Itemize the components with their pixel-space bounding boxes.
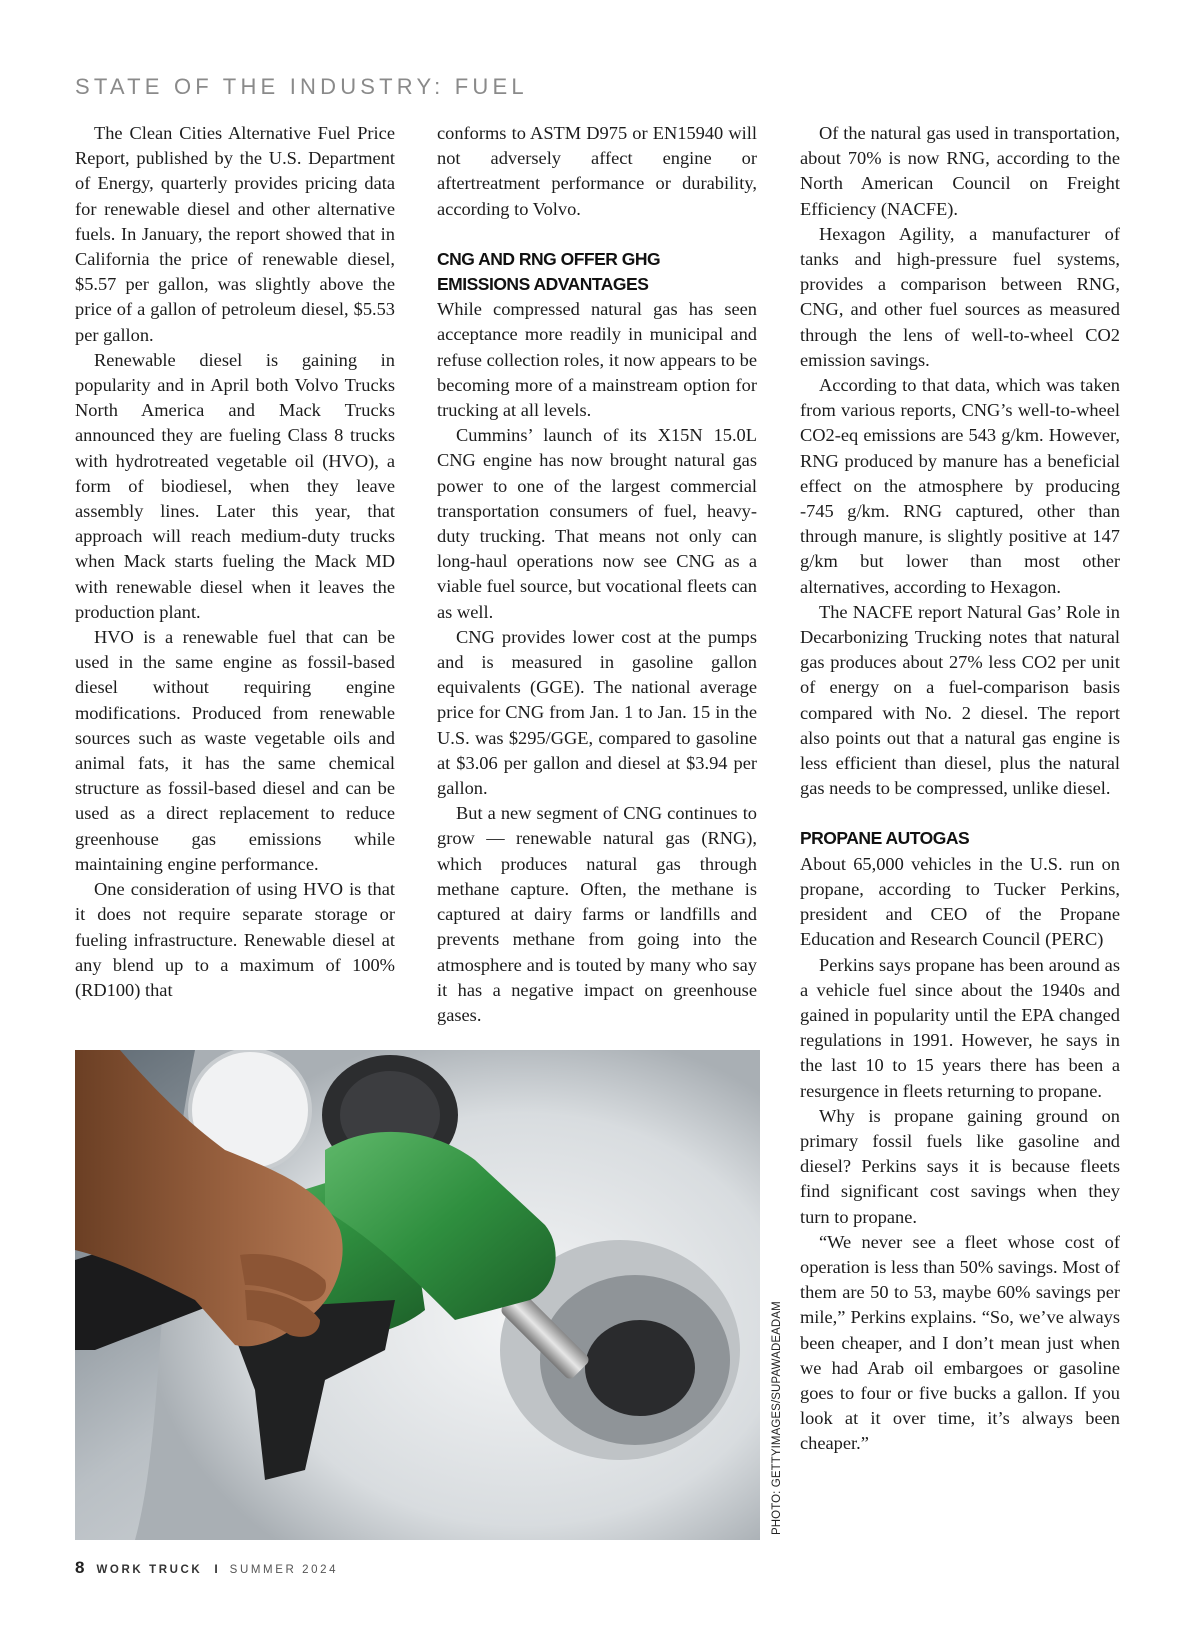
publication-name: WORK TRUCK xyxy=(96,1564,203,1576)
paragraph: According to that data, which was taken from various reports, CNG’s well-to-wheel CO2-eq emissions are 543 g/km. However, RNG produced by manure has a beneficial effect on the atmosphere by producing -745 g/km. RNG captured, other than through manure, is slightly positive at 147 g/km but lower than most other alternatives, according to Hexagon. xyxy=(800,375,1120,597)
paragraph: Renewable diesel is gaining in popularity and in April both Volvo Trucks North America and Mack Trucks announced they are fueling Class 8 trucks with hydrotreated vegetable oil (HVO), a form of biodiesel, when they leave assembly lines. Later this year, that approach will reach medium-duty trucks when Mack starts fueling the Mack MD with renewable diesel when it leaves the production plant. xyxy=(75,349,395,622)
paragraph: Cummins’ launch of its X15N 15.0L CNG engine has now brought natural gas power to one of the largest commercial transportation consumers of fuel, heavy-duty trucking. That means not only can long-haul operations now see CNG as a viable fuel source, but vocational fleets can as well. xyxy=(437,425,757,622)
paragraph: While compressed natural gas has seen acceptance more readily in municipal and refuse collection roles, it now appears to be becoming more of a mainstream option for trucking at all levels. xyxy=(437,299,757,421)
issue-date: SUMMER 2024 xyxy=(229,1564,339,1576)
paragraph: One consideration of using HVO is that it does not require separate storage or fueling infrastructure. Renewable diesel at any blend up to a maximum of 100% (RD100) that xyxy=(75,879,395,1000)
section-heading-propane: PROPANE AUTOGAS xyxy=(800,828,970,849)
article-column-3 xyxy=(800,121,1120,1457)
footer-separator: I xyxy=(214,1562,218,1576)
page-footer xyxy=(75,1558,338,1578)
article-column-1 xyxy=(75,121,395,1003)
page-number: 8 xyxy=(75,1558,85,1577)
photo-credit: PHOTO: GETTYIMAGES/SUPAWADEADAM xyxy=(771,1301,783,1535)
paragraph: Hexagon Agility, a manufacturer of tanks and high-pressure fuel systems, provides a comparison between RNG, CNG, and other fuel sources as measured through the lens of well-to-wheel CO2 emission savings. xyxy=(800,223,1120,370)
paragraph: The Clean Cities Alternative Fuel Price Report, published by the U.S. Department of Energy, quarterly provides pricing data for renewable diesel and other alternative fuels. In January, the report showed that in California the price of renewable diesel, $5.57 per gallon, was slightly above the price of a gallon of petroleum diesel, $5.53 per gallon. xyxy=(75,123,395,345)
paragraph: conforms to ASTM D975 or EN15940 will not adversely affect engine or aftertreatment performance or durability, according to Volvo. xyxy=(437,123,757,219)
fuel-pump-photo xyxy=(75,1050,760,1540)
paragraph: Why is propane gaining ground on primary fossil fuels like gasoline and diesel? Perkins says it is because fleets find significant cost savings when they turn to propane. xyxy=(800,1105,1120,1227)
paragraph: But a new segment of CNG continues to grow — renewable natural gas (RNG), which produces natural gas through methane capture. Often, the methane is captured at dairy farms or landfills and prevents methane from going into the atmosphere and is touted by many who say it has a negative impact on greenhouse gases. xyxy=(437,803,757,1025)
section-heading-cng-rng: CNG AND RNG OFFER GHG EMISSIONS ADVANTAGES xyxy=(437,248,661,295)
section-kicker: STATE OF THE INDUSTRY: FUEL xyxy=(75,74,528,99)
paragraph: The NACFE report Natural Gas’ Role in Decarbonizing Trucking notes that natural gas produces about 27% less CO2 per unit of energy on a fuel-comparison basis compared with No. 2 diesel. The report also points out that a natural gas engine is less efficient than diesel, plus the natural gas needs to be compressed, unlike diesel. xyxy=(800,601,1120,799)
paragraph: “We never see a fleet whose cost of operation is less than 50% savings. Most of them are 50 to 53, maybe 60% savings per mile,” Perkins explains. “So, we’ve always been cheaper, and I don’t mean just when we had Arab oil embargoes or gasoline goes to four or five bucks a gallon. If you look at it over time, it’s always been cheaper.” xyxy=(800,1231,1120,1454)
filler-neck-shape xyxy=(585,1320,695,1416)
article-column-2 xyxy=(437,121,757,1028)
paragraph: CNG provides lower cost at the pumps and is measured in gasoline gallon equivalents (GGE). The national average price for CNG from Jan. 1 to Jan. 15 in the U.S. was $295/GGE, compared to gasoline at $3.06 per gallon and diesel at $3.94 per gallon. xyxy=(437,626,757,799)
paragraph: Of the natural gas used in transportation, about 70% is now RNG, according to the North American Council on Freight Efficiency (NACFE). xyxy=(800,123,1120,219)
paragraph: About 65,000 vehicles in the U.S. run on propane, according to Tucker Perkins, president and CEO of the Propane Education and Research Council (PERC) xyxy=(800,853,1120,950)
paragraph: Perkins says propane has been around as a vehicle fuel since about the 1940s and gained in popularity until the EPA changed regulations in 1991. However, he says in the last 10 to 15 years there has been a resurgence in fleets returning to propane. xyxy=(800,954,1120,1101)
paragraph: HVO is a renewable fuel that can be used in the same engine as fossil-based diesel without requiring engine modifications. Produced from renewable sources such as waste vegetable oils and animal fats, it has the same chemical structure as fossil-based diesel and can be used as a direct replacement to reduce greenhouse gas emissions while maintaining engine performance. xyxy=(75,627,395,874)
